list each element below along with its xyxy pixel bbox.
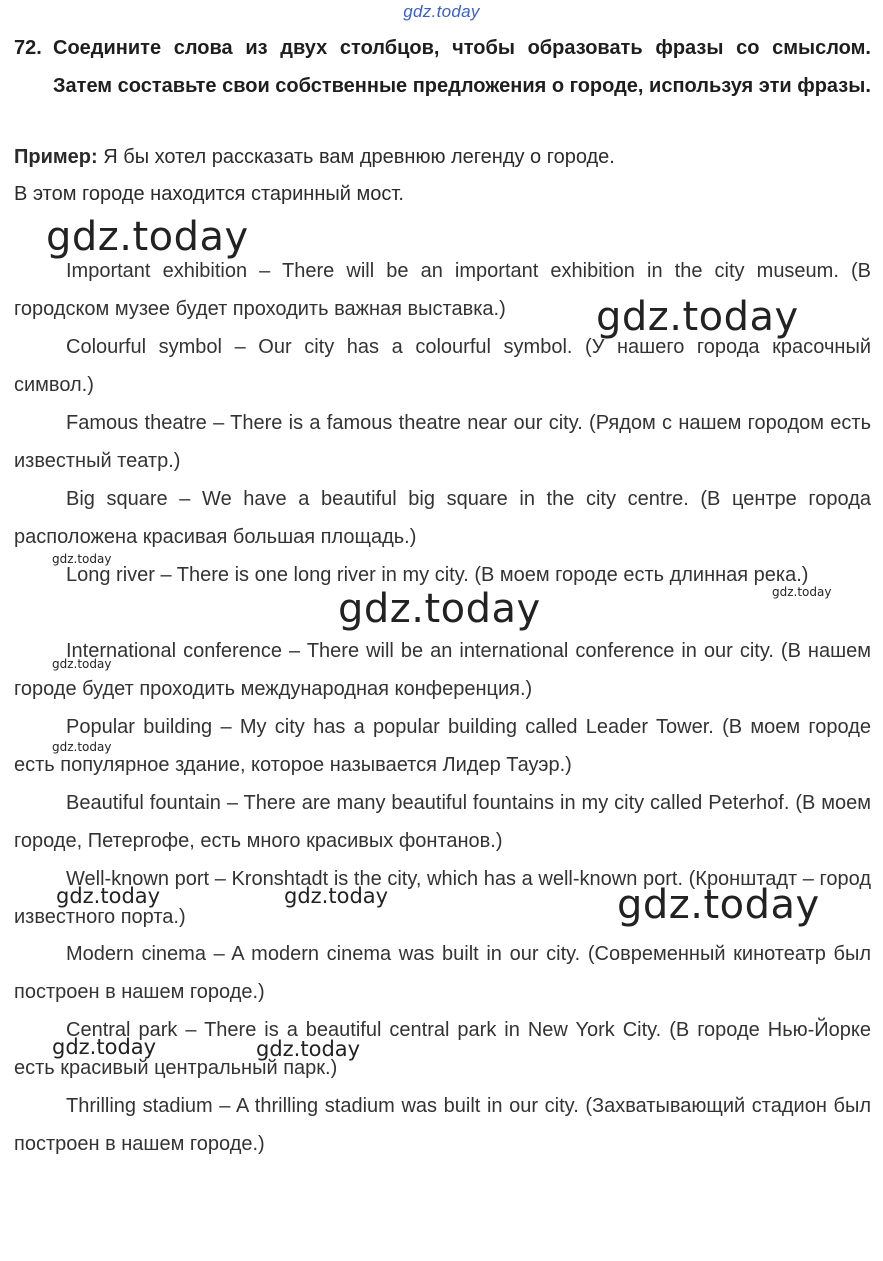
- answer-paragraph-4: Big square – We have a beautiful big square in the city centre. (В центре города расположена красивая большая площадь.): [14, 488, 871, 548]
- watermark: gdz.today: [617, 882, 820, 928]
- answer-paragraph-8: Beautiful fountain – There are many beautiful fountains in my city called Peterhof. (В моем городе, Петергофе, есть много красивых фонтанов.): [14, 792, 871, 852]
- watermark: gdz.today: [52, 1035, 157, 1059]
- watermark: gdz.today: [284, 884, 389, 908]
- watermark: gdz.today: [46, 214, 249, 260]
- answer-paragraph-6: International conference – There will be an international conference in our city. (В нашем городе будет проходить международная конференция.): [14, 640, 871, 700]
- answer-paragraph-10: Modern cinema – A modern cinema was built in our city. (Современный кинотеатр был построен в нашем городе.): [14, 943, 871, 1003]
- watermark: gdz.today: [52, 552, 112, 566]
- watermark: gdz.today: [772, 585, 832, 599]
- task-heading: [14, 30, 871, 105]
- example-text: Я бы хотел рассказать вам древнюю легенду о городе.: [97, 146, 615, 168]
- answer-paragraph-7: Popular building – My city has a popular building called Leader Tower. (В моем городе есть популярное здание, которое называется Лидер Тауэр.): [14, 716, 871, 776]
- watermark: gdz.today: [596, 294, 799, 340]
- watermark: gdz.today: [52, 657, 112, 671]
- answer-paragraph-9: Well-known port – Kronshtadt is the city, which has a well-known port. (Кронштадт – город известного порта.): [14, 868, 871, 928]
- answer-paragraph-11: Central park – There is a beautiful central park in New York City. (В городе Нью-Йорке есть красивый центральный парк.): [14, 1019, 871, 1079]
- answer-paragraph-5: Long river – There is one long river in my city. (В моем городе есть длинная река.): [66, 564, 809, 586]
- watermark: gdz.today: [56, 884, 161, 908]
- top-watermark: gdz.today: [403, 2, 480, 21]
- example-line: [14, 139, 871, 177]
- example-label: Пример:: [14, 146, 98, 168]
- answer-paragraph-2: Colourful symbol – Our city has a colourful symbol. (У нашего города красочный символ.): [14, 336, 871, 396]
- answer-paragraph-12: Thrilling stadium – A thrilling stadium was built in our city. (Захватывающий стадион был построен в нашем городе.): [14, 1095, 871, 1155]
- example-line-2: В этом городе находится старинный мост.: [14, 183, 404, 205]
- task-number: 72.: [14, 37, 42, 59]
- answer-paragraph-3: Famous theatre – There is a famous theatre near our city. (Рядом с нашем городом есть известный театр.): [14, 412, 871, 472]
- watermark: gdz.today: [338, 586, 541, 632]
- answer-paragraph-1: Important exhibition – There will be an important exhibition in the city museum. (В городском музее будет проходить важная выставка.): [14, 260, 871, 320]
- task-text: Соедините слова из двух столбцов, чтобы образовать фразы со смыслом. Затем составьте свои собственные предложения о городе, используя эти фразы.: [53, 37, 871, 97]
- watermark: gdz.today: [256, 1037, 361, 1061]
- watermark: gdz.today: [52, 740, 112, 754]
